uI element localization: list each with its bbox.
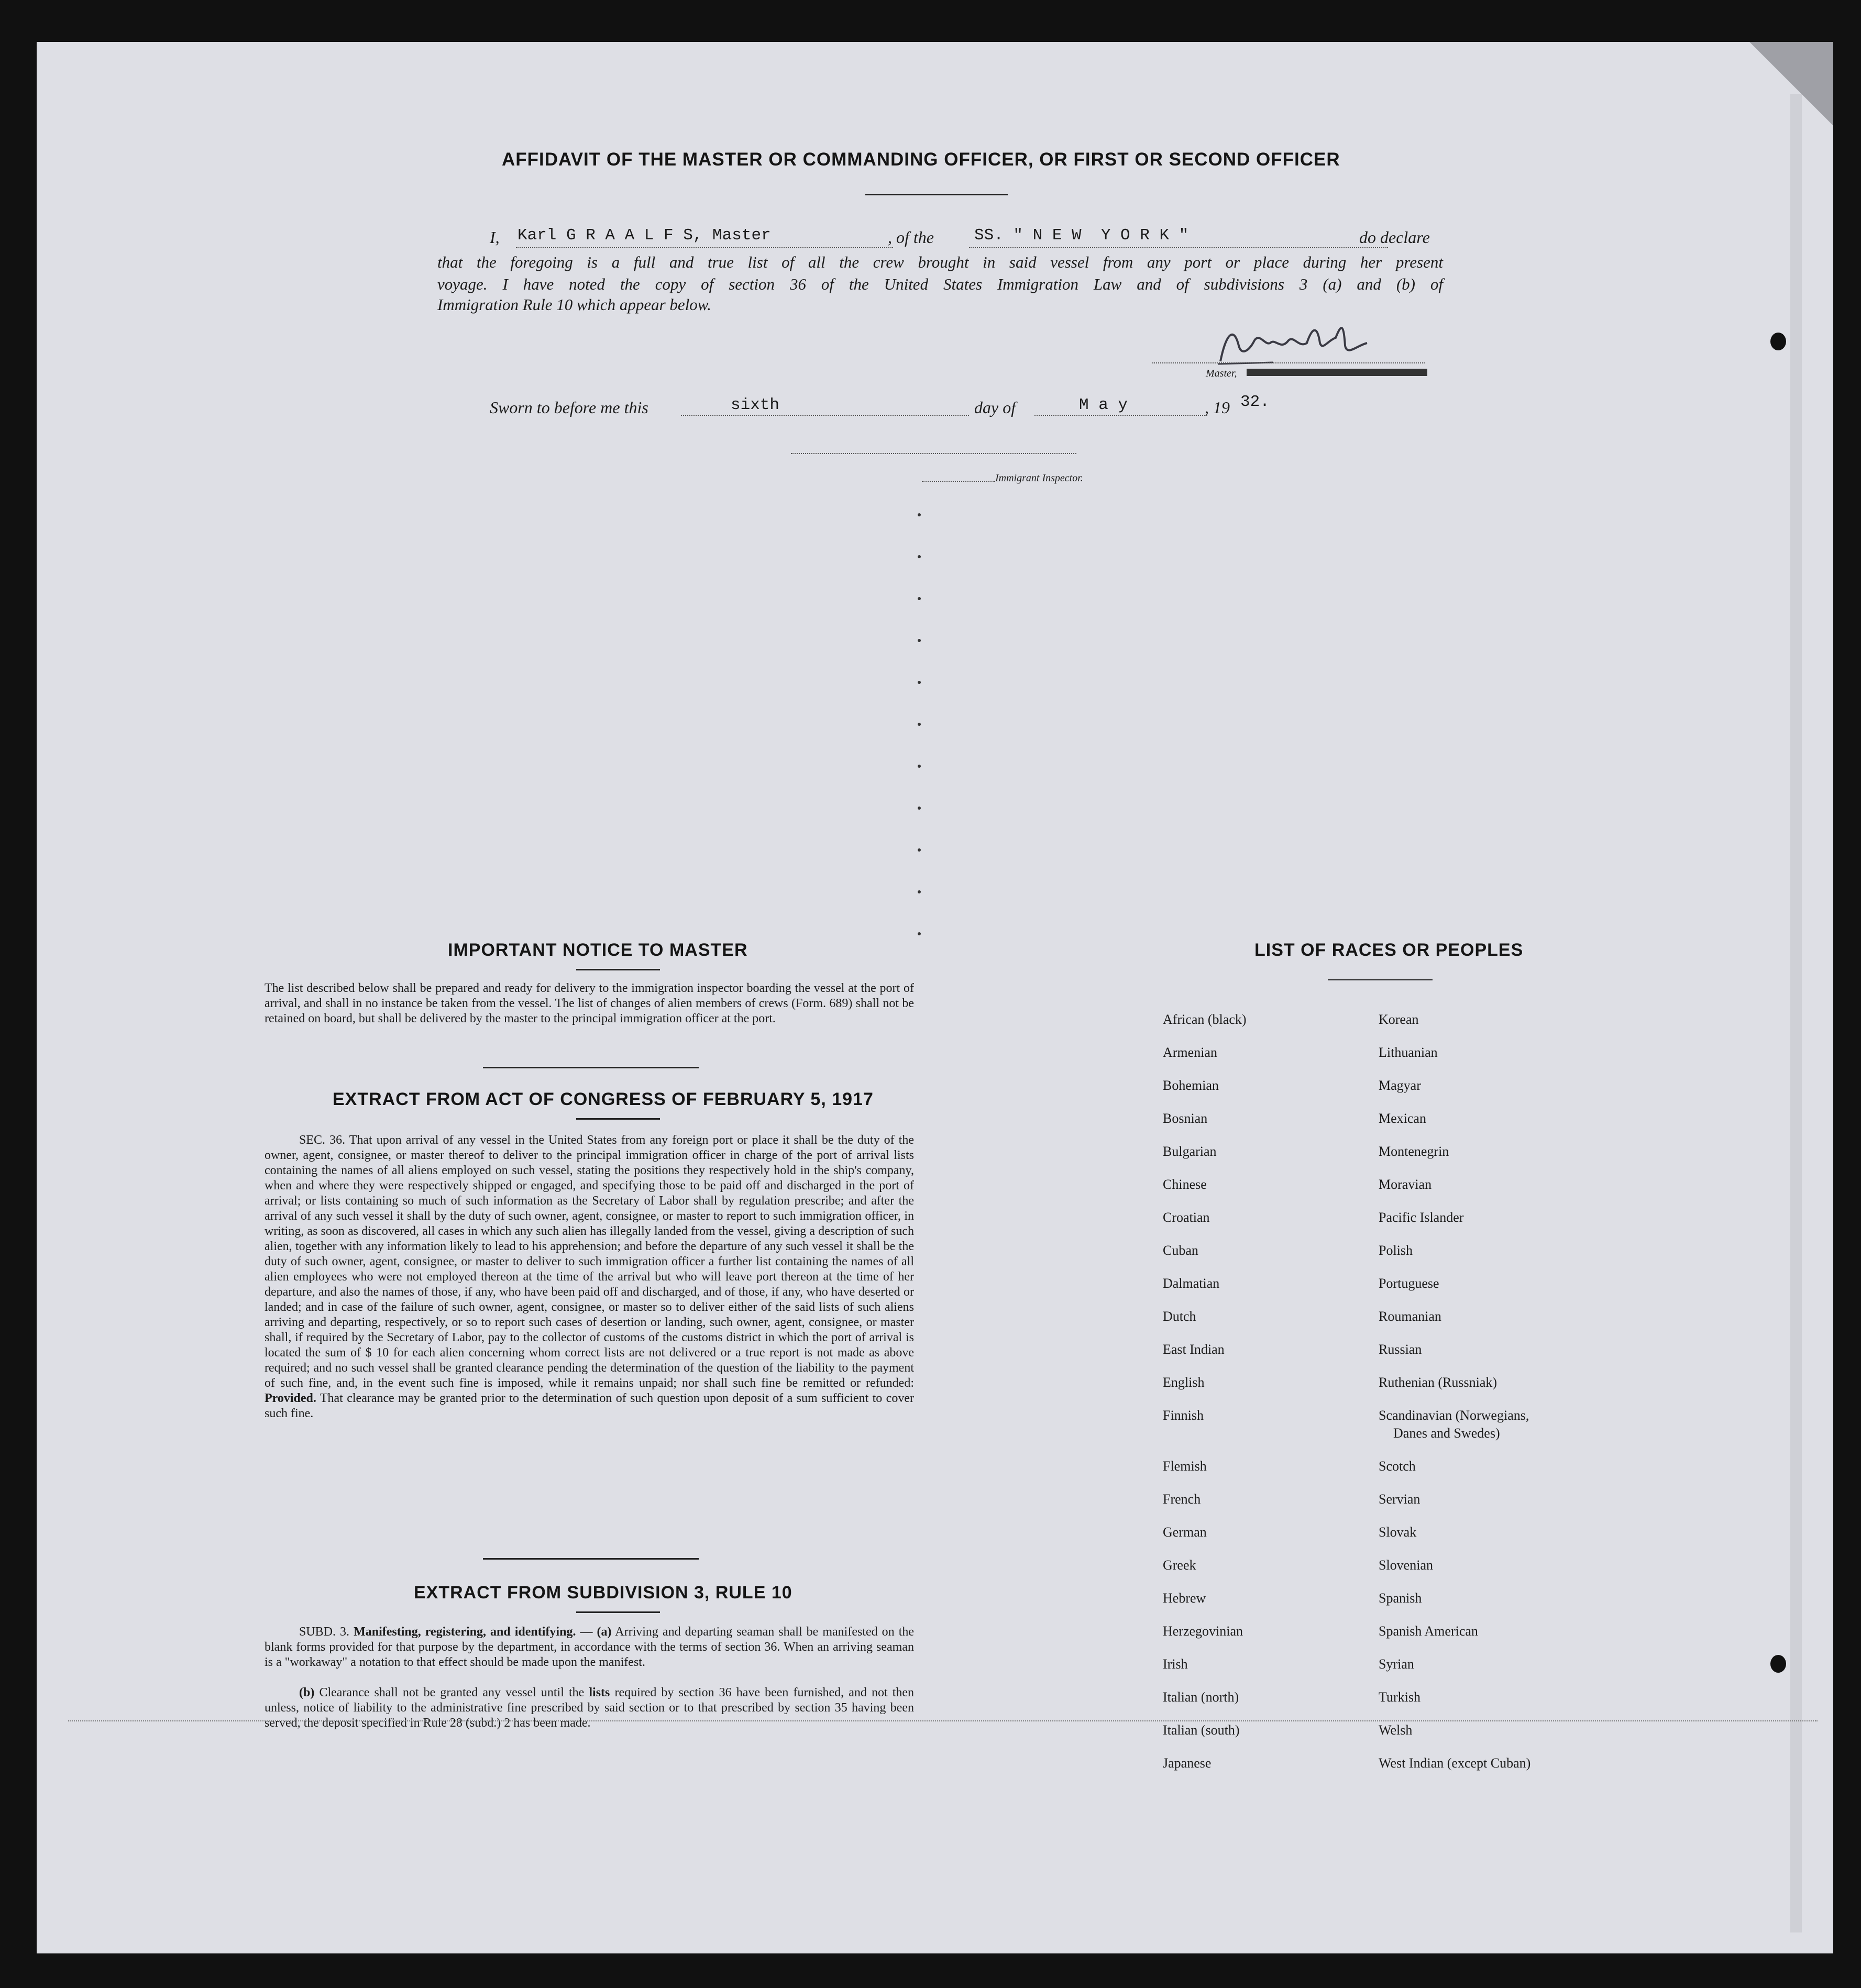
race-item: Dutch [1163,1309,1196,1324]
races-rule [1328,979,1433,980]
fold-dot [918,723,921,726]
race-item: German [1163,1525,1207,1540]
affidavit-line-3: voyage. I have noted the copy of section 36 of the United States Immigration Law and of subdivisions 3 (a) and (b) of [437,275,1443,293]
affidavit-line-4: Immigration Rule 10 which appear below. [437,295,711,314]
act-text-proviso: Provided. [265,1391,316,1405]
document-page [37,42,1833,1953]
act-rule [576,1118,660,1120]
fold-dot [918,597,921,600]
vessel-name: SS. " N E W Y O R K " [974,226,1189,245]
subd-b-text-2: required by section 36 have been furnished, and not then unless, notice of liability to the administrative fine prescribed by said section or to that prescribed by section 35 having been served, the deposit specified in Rule 28 (subd.) 2 has been made. [265,1686,915,1730]
race-item: Greek [1163,1558,1196,1573]
rule10-title: EXTRACT FROM SUBDIVISION 3, RULE 10 [414,1583,792,1603]
race-item: Croatian [1163,1210,1210,1225]
race-item: Armenian [1163,1045,1217,1060]
race-item: Hebrew [1163,1591,1206,1606]
sworn-day: sixth [731,396,780,414]
sworn-prefix: Sworn to before me this [490,398,648,417]
act-title: EXTRACT FROM ACT OF CONGRESS OF FEBRUARY 5, 1917 [333,1089,874,1109]
vessel-line [969,247,1388,248]
subd-a-text: Arriving and departing seaman shall be manifested on the blank forms provided for that purpose by the department, in accordance with the terms of section 36. When an arriving seaman is a "workaway" a notation to that effect should be made upon the manifest. [265,1625,915,1669]
act-text [265,1133,914,1421]
race-item: Korean [1379,1012,1419,1027]
race-item: Italian (south) [1163,1722,1240,1738]
race-item: African (black) [1163,1012,1247,1027]
race-item: Japanese [1163,1755,1212,1771]
title-rule [865,194,1008,195]
race-item: Portuguese [1379,1276,1439,1291]
right-edge-strip [1790,94,1802,1932]
subd-b-text-1: Clearance shall not be granted any vessel until the [319,1686,585,1699]
race-item: Slovak [1379,1525,1417,1540]
race-item: Bohemian [1163,1078,1219,1093]
year-prefix: , 19 [1205,398,1230,417]
race-item: Welsh [1379,1722,1413,1738]
race-item: Bulgarian [1163,1144,1217,1159]
signature-line [1152,362,1425,363]
race-item: Scotch [1379,1459,1416,1474]
race-item: Bosnian [1163,1111,1208,1126]
fold-dot [918,848,921,852]
race-item: Lithuanian [1379,1045,1438,1060]
act-separator [483,1558,699,1560]
fold-dot [918,513,921,516]
race-item: Pacific Islander [1379,1210,1464,1225]
race-item: English [1163,1375,1205,1390]
race-item: Scandinavian (Norwegians, [1379,1408,1529,1423]
race-item: Montenegrin [1379,1144,1449,1159]
race-item: East Indian [1163,1342,1225,1357]
subd-label: SUBD. 3. [299,1625,350,1639]
fold-dot [918,639,921,642]
race-item: Slovenian [1379,1558,1433,1573]
inspector-short-line [922,481,995,482]
year-suffix: 32. [1240,393,1270,411]
subd-a-label: (a) [597,1625,612,1639]
race-item: Moravian [1379,1177,1432,1192]
race-item: Irish [1163,1656,1188,1672]
race-item: Polish [1379,1243,1413,1258]
of-the-text: , of the [888,228,934,247]
inspector-caption: Immigrant Inspector. [995,472,1083,484]
affidavit-title: AFFIDAVIT OF THE MASTER OR COMMANDING OFFICER, OR FIRST OR SECOND OFFICER [502,149,1340,170]
inspector-signature-line [791,453,1076,454]
fold-dot [918,932,921,935]
notice-text: The list described below shall be prepared and ready for delivery to the immigration inspector boarding the vessel at the port of arrival, and shall in no instance be taken from the vessel. The list of changes of alien members of crews (Form. 689) shall not be retained on board, but shall be delivered by the master to the principal immigration officer at the port. [265,981,914,1025]
declarant-line [516,247,893,248]
declarant-name: Karl G R A A L F S, Master [517,226,771,245]
struck-out-text [1247,369,1427,376]
fold-dot [918,681,921,684]
punch-hole [1770,1655,1786,1673]
fold-dot [918,890,921,893]
race-item: Cuban [1163,1243,1198,1258]
race-item: Turkish [1379,1689,1420,1705]
race-item: Russian [1379,1342,1422,1357]
affidavit-line-2: that the foregoing is a full and true list of all the crew brought in said vessel from any port or place during her present [437,253,1443,271]
affidavit-prefix: I, [490,228,500,247]
day-of-text: day of [974,398,1016,417]
fold-dot [918,807,921,810]
race-item: Syrian [1379,1656,1414,1672]
race-item: Spanish American [1379,1623,1478,1639]
subd-b-label: (b) [299,1686,315,1699]
page-fold-line [68,1720,1818,1721]
race-item: Herzegovinian [1163,1623,1243,1639]
rule10-b-text [265,1685,914,1731]
race-item: Roumanian [1379,1309,1441,1324]
race-item: Magyar [1379,1078,1421,1093]
race-item: Servian [1379,1492,1420,1507]
subd-b-lists: lists [589,1686,610,1699]
signature-caption: Master, [1206,368,1237,379]
fold-dot [918,555,921,558]
sworn-day-line [681,415,969,416]
race-item: French [1163,1492,1201,1507]
race-item: Flemish [1163,1459,1207,1474]
sworn-month: M a y [1079,396,1128,414]
notice-separator [483,1067,699,1068]
subd-heading: Manifesting, registering, and identifying. [354,1625,576,1639]
race-item: Ruthenian (Russniak) [1379,1375,1497,1390]
do-declare-text: do declare [1359,228,1430,247]
race-item: Mexican [1379,1111,1426,1126]
act-text-end: That clearance may be granted prior to the determination of such question upon deposit of a sum sufficient to cover such fine. [265,1391,914,1420]
notice-rule [576,969,660,970]
punch-hole [1770,333,1786,350]
races-title: LIST OF RACES OR PEOPLES [1254,940,1524,960]
race-item: West Indian (except Cuban) [1379,1755,1531,1771]
rule10-rule [576,1611,660,1613]
race-item: Chinese [1163,1177,1207,1192]
race-item: Dalmatian [1163,1276,1220,1291]
race-item: Danes and Swedes) [1393,1426,1500,1441]
race-item: Finnish [1163,1408,1204,1423]
race-item: Spanish [1379,1591,1422,1606]
notice-title: IMPORTANT NOTICE TO MASTER [448,940,748,960]
fold-dot [918,765,921,768]
sworn-month-line [1034,415,1207,416]
race-item: Italian (north) [1163,1689,1239,1705]
rule10-a-text [265,1625,914,1670]
act-text-main: SEC. 36. That upon arrival of any vessel in the United States from any foreign port or place it shall be the duty of the owner, agent, consignee, or master thereof to deliver to the principal immigration officer in charge of the port of arrival lists containing the names of all aliens employed on such vessel, stating the positions they respectively hold in the ship's company, when and where they were respectively shipped or engaged, and specifying those to be paid off and discharged in the port of arrival; or lists containing so much of such information as the Secretary of Labor shall by regulation prescribe; and after the arrival of any such vessel it shall by the duty of such owner, agent, consignee, or master to report to such immigration officer, in writing, as soon as discovered, all cases in which any such alien has illegally landed from the vessel, giving a description of such alien, together with any information likely to lead to his apprehension; and before the departure of any such vessel it shall be the duty of such owner, agent, consignee, or master to deliver to such immigration officer a further list containing the names of all alien employees who were not employed thereon at the time of the arrival but who will leave port thereon at the time of her departure, and also the names of those, if any, who have been paid off and discharged, and of those, if any, who have deserted or landed; and in case of the failure of such owner, agent, consignee, or master so to deliver either of the said lists of such aliens arriving and departing, respectively, or so to report such cases of desertion or landing, such owner, agent, consignee, or master shall, if required by the Secretary of Labor, pay to the collector of customs of the customs district in which the port of arrival is located the sum of $ 10 for each alien concerning whom correct lists are not delivered or a true report is not made as above required; and no such vessel shall be granted clearance pending the determination of the question of the liability to the payment of such fine, and, in the event such fine is imposed, while it remains unpaid; nor shall such fine be remitted or refunded: [265,1133,914,1390]
subd-dash: — [580,1625,593,1639]
